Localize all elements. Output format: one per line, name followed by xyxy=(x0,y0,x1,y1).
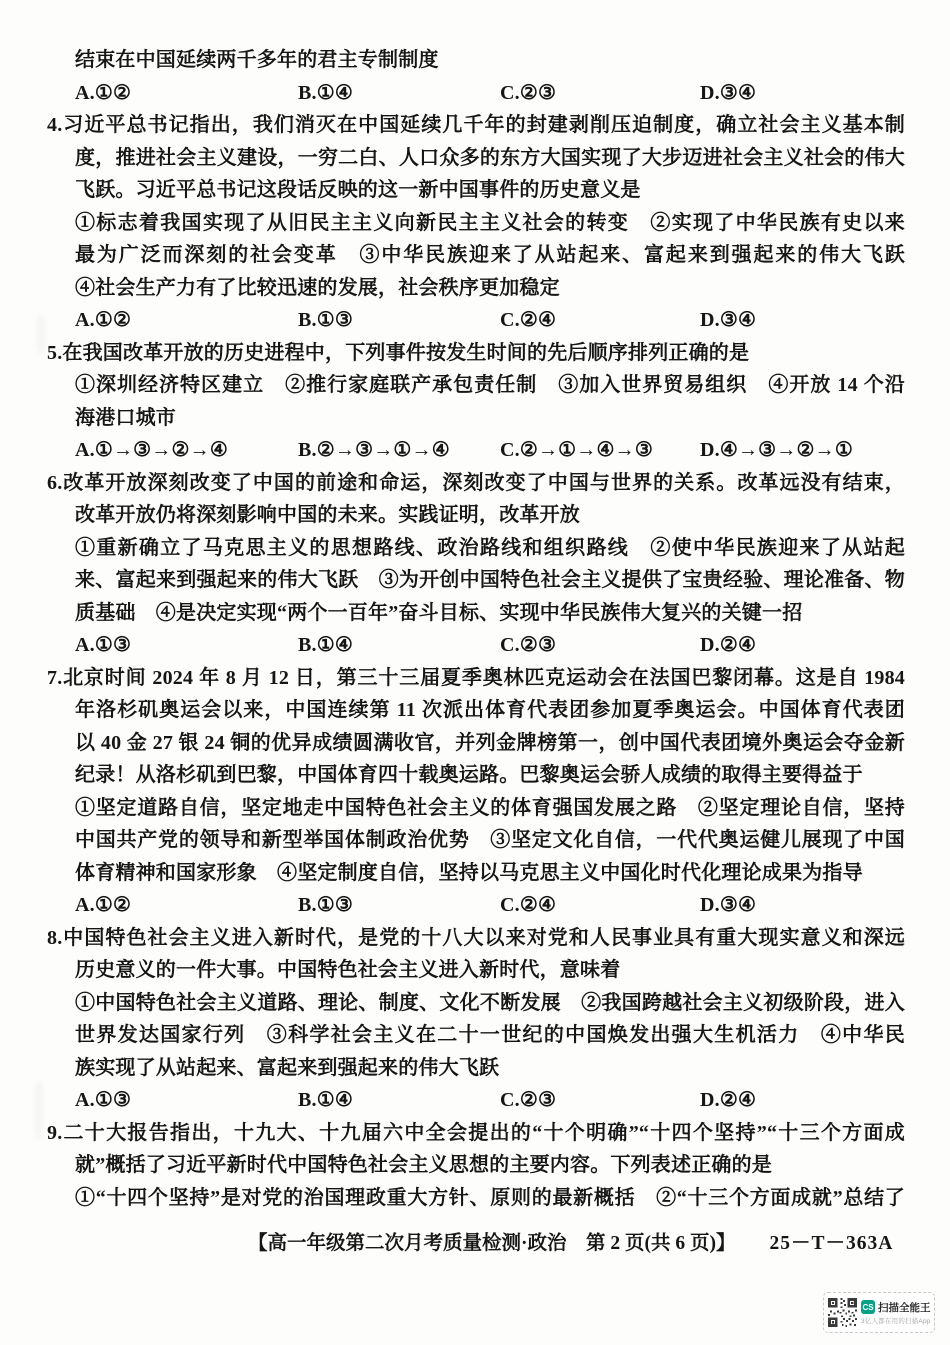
option-d: D.③④ xyxy=(700,894,757,916)
text-line: 飞跃。习近平总书记这段话反映的这一新中国事件的历史意义是 xyxy=(75,179,641,201)
options-row xyxy=(75,889,905,922)
option-d: D.③④ xyxy=(700,81,757,104)
camscanner-watermark xyxy=(823,1292,935,1333)
option-b: B.①③ xyxy=(298,894,353,916)
text-line: 世界发达国家行列 ③科学社会主义在二十一世纪的中国焕发出强大生机活力 ④中华民 xyxy=(75,1024,905,1046)
option-b: B.①④ xyxy=(298,1089,353,1111)
option-c: C.②④ xyxy=(500,309,557,331)
options-row xyxy=(75,1084,905,1117)
text-line: 历史意义的一件大事。中国特色社会主义进入新时代，意味着 xyxy=(75,959,621,981)
scan-smudge xyxy=(36,314,46,354)
option-c: C.②④ xyxy=(500,894,557,916)
text-line: 最为广泛而深刻的社会变革 ③中华民族迎来了从站起来、富起来到强起来的伟大飞跃 xyxy=(75,244,905,266)
text-line: 度，推进社会主义建设，一穷二白、人口众多的东方大国实现了大步迈进社会主义社会的伟大 xyxy=(75,146,905,169)
option-c: C.②③ xyxy=(500,634,557,656)
text-line: 以 40 金 27 银 24 铜的优异成绩圆满收官，并列金牌榜第一，创中国代表团境外奥运会夺金新 xyxy=(75,731,905,754)
camscanner-app-name: 扫描全能王 xyxy=(878,1301,931,1314)
text-line: 结束在中国延续两千多年的君主专制制度 xyxy=(75,49,439,71)
footer-title: 【高一年级第二次月考质量检测·政治 第 2 页(共 6 页)】 xyxy=(248,1233,736,1254)
question-line: 6.改革开放深刻改变了中国的前途和命运，深刻改变了中国与世界的关系。改革远没有结束， xyxy=(47,471,905,494)
paper-code: 25－T－363A xyxy=(769,1233,894,1254)
option-a: A.①③ xyxy=(75,634,132,656)
text-line: 体育精神和国家形象 ④坚定制度自信，坚持以马克思主义中国化时代化理论成果为指导 xyxy=(75,861,863,884)
option-a: A.①② xyxy=(75,81,132,104)
text-line: 中国共产党的领导和新型举国体制政治优势 ③坚定文化自信，一代代奥运健儿展现了中国 xyxy=(75,829,905,851)
options-row xyxy=(75,304,905,337)
page-footer xyxy=(248,1227,893,1255)
text-line: 海港口城市 xyxy=(75,406,176,429)
qr-code-icon xyxy=(828,1298,857,1327)
exam-body xyxy=(47,44,905,1214)
option-a: A.①→③→②→④ xyxy=(75,439,228,461)
scan-smudge xyxy=(34,1080,44,1140)
camscanner-logo-icon: CS xyxy=(861,1300,875,1314)
option-d: D.②④ xyxy=(700,1089,757,1111)
text-line: 就”概括了习近平新时代中国特色社会主义思想的主要内容。下列表述正确的是 xyxy=(75,1154,772,1176)
text-line: 来、富起来到强起来的伟大飞跃 ③为开创中国特色社会主义提供了宝贵经验、理论准备、物 xyxy=(75,569,905,591)
option-c: C.②③ xyxy=(500,1089,557,1111)
option-b: B.①③ xyxy=(298,309,353,331)
text-line: 族实现了从站起来、富起来到强起来的伟大飞跃 xyxy=(75,1056,500,1079)
text-line: ①重新确立了马克思主义的思想路线、政治路线和组织路线 ②使中华民族迎来了从站起 xyxy=(75,536,905,559)
text-line: 年洛杉矶奥运会以来，中国连续第 11 次派出体育代表团参加夏季奥运会。中国体育代表团 xyxy=(75,699,905,721)
option-c: C.②→①→④→③ xyxy=(500,439,653,461)
option-a: A.①③ xyxy=(75,1089,132,1111)
text-line: ④社会生产力有了比较迅速的发展，社会秩序更加稳定 xyxy=(75,276,560,299)
option-d: D.③④ xyxy=(700,309,757,331)
text-line: ①中国特色社会主义道路、理论、制度、文化不断发展 ②我国跨越社会主义初级阶段，进入 xyxy=(75,991,905,1014)
question-line: 4.习近平总书记指出，我们消灭在中国延续几千年的封建剥削压迫制度，确立社会主义基本制 xyxy=(47,114,905,136)
option-a: A.①② xyxy=(75,894,132,916)
question-line: 7.北京时间 2024 年 8 月 12 日，第三十三届夏季奥林匹克运动会在法国巴黎闭幕。这是自 1984 xyxy=(47,666,905,689)
text-line: 质基础 ④是决定实现“两个一百年”奋斗目标、实现中华民族伟大复兴的关键一招 xyxy=(75,601,803,624)
option-a: A.①② xyxy=(75,309,132,331)
text-line: 纪录！从洛杉矶到巴黎，中国体育四十载奥运路。巴黎奥运会骄人成绩的取得主要得益于 xyxy=(75,764,863,786)
option-d: D.②④ xyxy=(700,634,757,656)
camscanner-text-block xyxy=(861,1300,930,1326)
option-b: B.①④ xyxy=(298,81,353,104)
question-line: 5.在我国改革开放的历史进程中，下列事件按发生时间的先后顺序排列正确的是 xyxy=(47,341,750,364)
text-line: ①“十四个坚持”是对党的治国理政重大方针、原则的最新概括 ②“十三个方面成就”总结了 xyxy=(75,1186,905,1209)
options-row xyxy=(75,77,905,110)
text-line: ①坚定道路自信，坚定地走中国特色社会主义的体育强国发展之路 ②坚定理论自信，坚持 xyxy=(75,796,905,819)
question-line: 9.二十大报告指出，十九大、十九届六中全会提出的“十个明确”“十四个坚持”“十三个方面成 xyxy=(47,1121,905,1144)
option-d: D.④→③→②→① xyxy=(700,439,853,461)
text-line: 改革开放仍将深刻影响中国的未来。实践证明，改革开放 xyxy=(75,504,580,526)
option-b: B.①④ xyxy=(298,634,353,656)
camscanner-tagline: 3亿人都在用的扫描App xyxy=(861,1318,931,1326)
question-line: 8.中国特色社会主义进入新时代，是党的十八大以来对党和人民事业具有重大现实意义和深远 xyxy=(47,926,905,949)
option-c: C.②③ xyxy=(500,81,557,104)
options-row xyxy=(75,434,905,467)
options-row xyxy=(75,629,905,662)
option-b: B.②→③→①→④ xyxy=(298,439,450,461)
text-line: ①深圳经济特区建立 ②推行家庭联产承包责任制 ③加入世界贸易组织 ④开放 14 个沿 xyxy=(75,374,905,396)
text-line: ①标志着我国实现了从旧民主主义向新民主主义社会的转变 ②实现了中华民族有史以来 xyxy=(75,211,905,234)
